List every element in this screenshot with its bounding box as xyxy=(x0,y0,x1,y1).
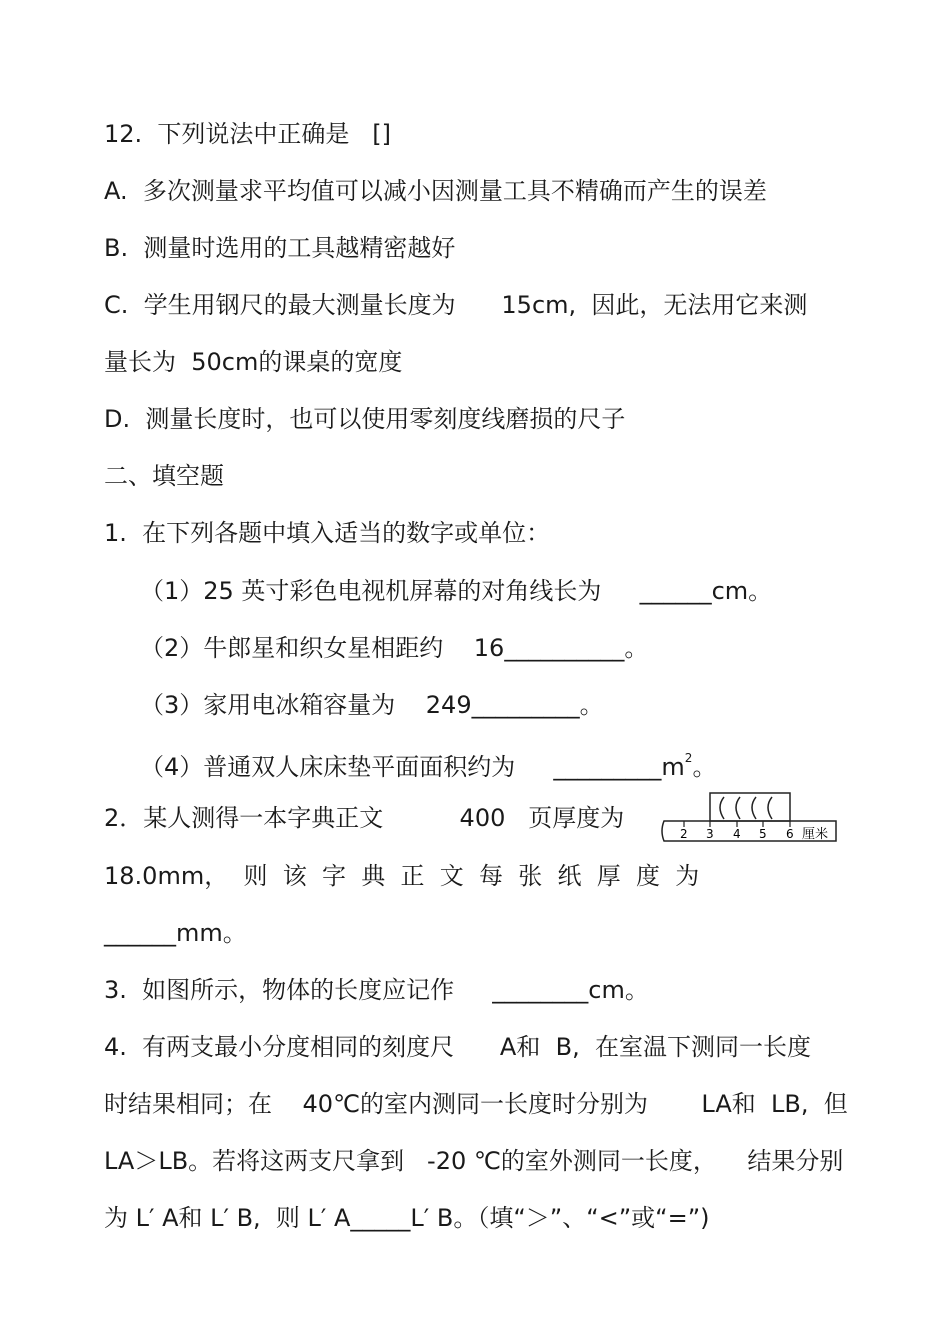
ruler-unit: 厘米 xyxy=(802,827,829,842)
q2-line1: 2．某人测得一本字典正文 400 页厚度为 xyxy=(104,804,625,832)
q4-line3: LA＞LB。若将这两支尺拿到 -20 ℃的室外测同一长度， 结果分别 xyxy=(104,1147,844,1175)
q1-part4 xyxy=(140,746,716,783)
q2-line2: 18.0mm， 则 该 字 典 正 文 每 张 纸 厚 度 为 xyxy=(104,862,700,890)
q12-option-b: B. 测量时选用的工具越精密越好 xyxy=(104,234,456,262)
tick-label-6: 6 xyxy=(786,827,794,841)
q12-stem: 12. 下列说法中正确是 [] xyxy=(104,120,392,148)
q4-line2: 时结果相同；在 40℃的室内测同一长度时分别为 LA和 LB, 但 xyxy=(104,1090,848,1118)
q1-part4-text: （4）普通双人床床垫平面面积约为 _________m xyxy=(140,753,685,781)
q12-option-c-line2: 量长为 50cm的课桌的宽度 xyxy=(104,348,403,376)
ruler-figure xyxy=(660,791,840,847)
tick-label-2: 2 xyxy=(680,827,688,841)
q1-part3: （3）家用电冰箱容量为 249_________。 xyxy=(140,691,604,719)
q2-line3: ______mm。 xyxy=(104,919,247,947)
object-curve-4 xyxy=(768,797,772,819)
q12-option-c-line1: C. 学生用钢尺的最大测量长度为 15cm, 因此，无法用它来测 xyxy=(104,291,808,319)
q1-part2: （2）牛郎星和织女星相距约 16__________。 xyxy=(140,634,649,662)
q1-part4-exponent: 2 xyxy=(684,751,693,765)
tick-label-3: 3 xyxy=(706,827,714,841)
tick-label-5: 5 xyxy=(759,827,767,841)
q3-line1: 3. 如图所示，物体的长度应记作 ________cm。 xyxy=(104,976,649,1004)
tick-label-4: 4 xyxy=(733,827,741,841)
object-curve-3 xyxy=(752,797,756,819)
q4-line1: 4. 有两支最小分度相同的刻度尺 A和 B, 在室温下测同一长度 xyxy=(104,1033,811,1061)
q1-stem: 1. 在下列各题中填入适当的数字或单位： xyxy=(104,519,551,547)
section-title: 二、填空题 xyxy=(104,462,224,490)
q4-line4: 为 L′ A和 L′ B, 则 L′ A_____L′ B。（填“＞”、“<”或“=”) xyxy=(104,1204,710,1232)
q1-part1: （1）25 英寸彩色电视机屏幕的对角线长为 ______cm。 xyxy=(140,577,773,605)
q1-part4-end: 。 xyxy=(692,753,717,781)
q12-option-d: D. 测量长度时，也可以使用零刻度线磨损的尺子 xyxy=(104,405,626,433)
object-curve-2 xyxy=(736,797,740,819)
object-curve-1 xyxy=(720,797,724,819)
q12-option-a: A. 多次测量求平均值可以减小因测量工具不精确而产生的误差 xyxy=(104,177,767,205)
ruler-svg xyxy=(660,791,840,847)
